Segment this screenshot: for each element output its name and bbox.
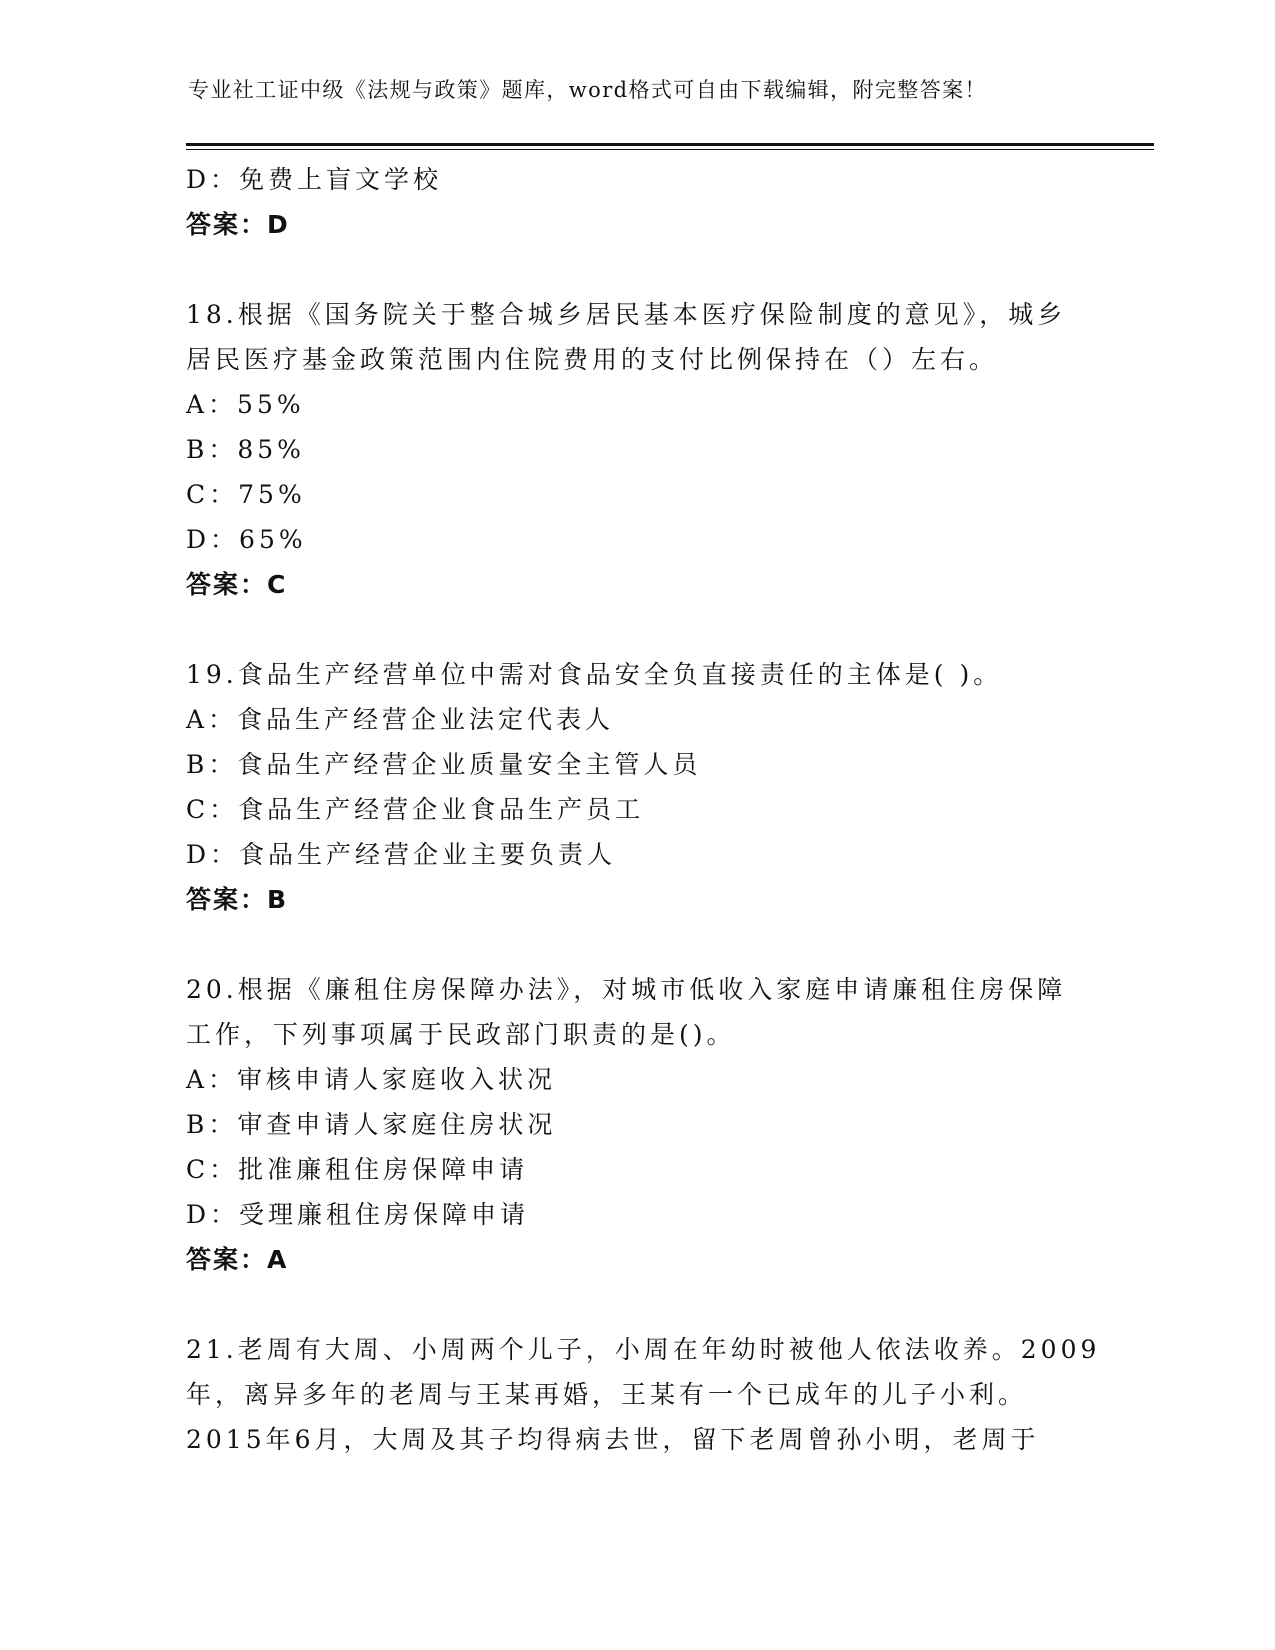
question-19-option-d: D：食品生产经营企业主要负责人 <box>186 840 617 869</box>
header-rule-thin <box>186 149 1154 150</box>
question-18-option-b: B：85% <box>186 435 305 464</box>
question-18-option-a: A：55% <box>186 390 305 419</box>
question-18-answer: 答案：C <box>186 570 288 599</box>
question-20-option-d: D：受理廉租住房保障申请 <box>186 1200 530 1229</box>
question-20-line-1: 20.根据《廉租住房保障办法》，对城市低收入家庭申请廉租住房保障 <box>186 975 1067 1004</box>
header-rule-thick <box>186 143 1154 146</box>
question-19-line-1: 19.食品生产经营单位中需对食品安全负直接责任的主体是( )。 <box>186 660 1003 689</box>
question-21-line-2: 年，离异多年的老周与王某再婚，王某有一个已成年的儿子小利。 <box>186 1380 1028 1409</box>
option-d: D：免费上盲文学校 <box>186 165 443 194</box>
question-19-answer: 答案：B <box>186 885 289 914</box>
question-content <box>186 157 1101 1462</box>
question-19-option-c: C：食品生产经营企业食品生产员工 <box>186 795 645 824</box>
question-20-line-2: 工作，下列事项属于民政部门职责的是()。 <box>186 1020 736 1049</box>
answer: 答案：D <box>186 210 290 239</box>
question-21-line-1: 21.老周有大周、小周两个儿子，小周在年幼时被他人依法收养。2009 <box>186 1335 1101 1364</box>
question-18-option-c: C：75% <box>186 480 306 509</box>
question-19-option-b: B：食品生产经营企业质量安全主管人员 <box>186 750 702 779</box>
page-header: 专业社工证中级《法规与政策》题库，word格式可自由下载编辑，附完整答案！ <box>188 78 987 102</box>
question-20-option-c: C：批准廉租住房保障申请 <box>186 1155 529 1184</box>
question-21-line-3: 2015年6月，大周及其子均得病去世，留下老周曾孙小明，老周于 <box>186 1425 1040 1454</box>
question-18-option-d: D：65% <box>186 525 307 554</box>
question-20-answer: 答案：A <box>186 1245 289 1274</box>
question-19-option-a: A：食品生产经营企业法定代表人 <box>186 705 615 734</box>
question-20-option-b: B：审查申请人家庭住房状况 <box>186 1110 557 1139</box>
question-18-line-2: 居民医疗基金政策范围内住院费用的支付比例保持在（）左右。 <box>186 345 999 374</box>
question-18-line-1: 18.根据《国务院关于整合城乡居民基本医疗保险制度的意见》，城乡 <box>186 300 1067 329</box>
question-20-option-a: A：审核申请人家庭收入状况 <box>186 1065 557 1094</box>
